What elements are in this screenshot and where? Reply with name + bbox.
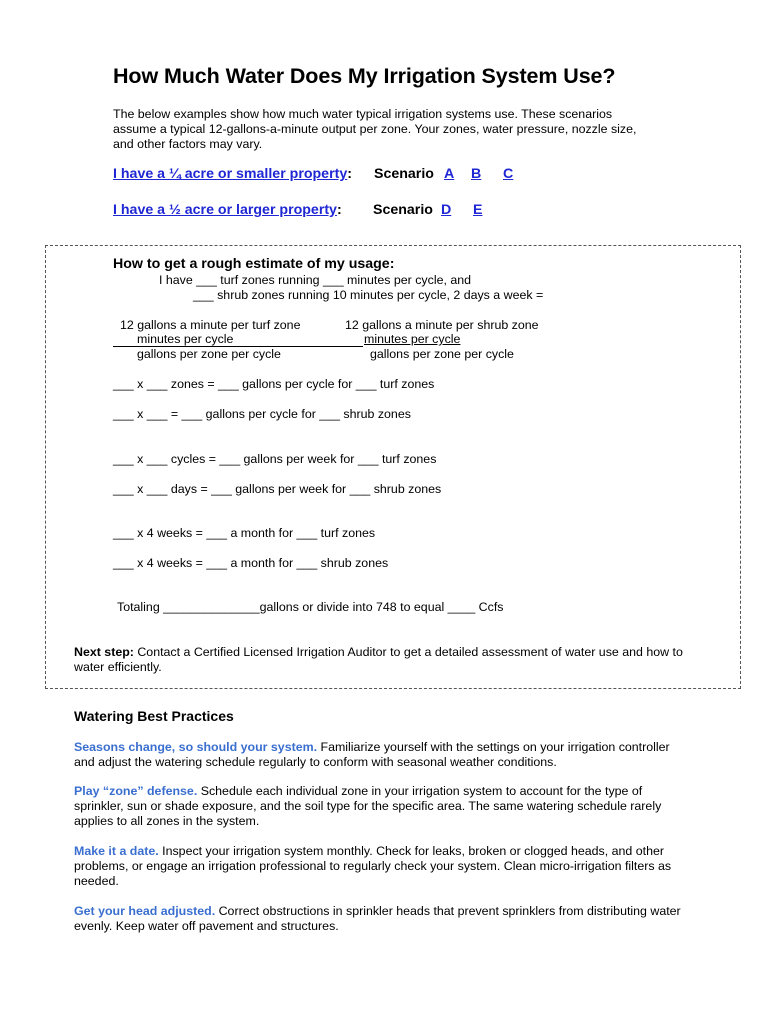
next-step xyxy=(74,645,704,675)
next-step-text-2: water efficiently. xyxy=(74,660,162,674)
shrub-fraction-numerator: 12 gallons a minute per shrub zone xyxy=(345,318,539,332)
scenario-c-link[interactable]: C xyxy=(503,166,514,182)
scenario-d-link[interactable]: D xyxy=(441,202,452,218)
total-line: Totaling ______________gallons or divide into 748 to equal ____ Ccfs xyxy=(117,600,504,614)
equation-turf-month: ___ x 4 weeks = ___ a month for ___ turf zones xyxy=(113,526,376,540)
practice-lead: Make it a date. xyxy=(74,844,159,858)
practice-text: Correct obstructions in sprinkler heads that prevent sprinklers from distributing water xyxy=(215,904,681,918)
turf-fraction-mid: minutes per cycle xyxy=(137,332,234,346)
estimate-box xyxy=(45,245,741,689)
estimate-line-turf: I have ___ turf zones running ___ minutes per cycle, and xyxy=(159,273,472,287)
equation-shrub-cycle: ___ x ___ = ___ gallons per cycle for ___ shrub zones xyxy=(113,407,411,421)
next-step-text: Contact a Certified Licensed Irrigation Auditor to get a detailed assessment of water use and how to xyxy=(133,645,683,659)
large-scenario-label: Scenario xyxy=(373,202,433,218)
turf-fraction-numerator: 12 gallons a minute per turf zone xyxy=(120,318,301,332)
intro-line: The below examples show how much water typical irrigation systems use. These scenarios xyxy=(113,107,613,121)
estimate-line-shrub: ___ shrub zones running 10 minutes per cycle, 2 days a week = xyxy=(193,288,544,302)
next-step-label: Next step: xyxy=(74,645,134,659)
small-property-colon: : xyxy=(347,166,352,182)
scenario-e-link[interactable]: E xyxy=(473,202,483,218)
scenario-a-link[interactable]: A xyxy=(444,166,455,182)
practice-text: problems, or engage an irrigation professional to regularly check your system. Clean micro-irrigation filters as xyxy=(74,859,672,873)
practice-text: evenly. Keep water off pavement and structures. xyxy=(74,919,339,933)
large-property-link[interactable]: I have a ½ acre or larger property xyxy=(113,202,337,218)
shrub-fraction-bottom: gallons per zone per cycle xyxy=(370,347,514,361)
practice-lead: Get your head adjusted. xyxy=(74,904,216,918)
intro-line: assume a typical 12-gallons-a-minute output per zone. Your zones, water pressure, nozzle size, xyxy=(113,122,637,136)
practice-item xyxy=(74,904,704,934)
practice-lead: Seasons change, so should your system. xyxy=(74,740,318,754)
equation-shrub-week: ___ x ___ days = ___ gallons per week for ___ shrub zones xyxy=(113,482,442,496)
small-property-row xyxy=(113,166,352,182)
practices-heading: Watering Best Practices xyxy=(74,708,234,724)
equation-turf-cycle: ___ x ___ zones = ___ gallons per cycle for ___ turf zones xyxy=(113,377,435,391)
equation-turf-week: ___ x ___ cycles = ___ gallons per week for ___ turf zones xyxy=(113,452,437,466)
practice-text: and adjust the watering schedule regularly to conform with seasonal weather conditions. xyxy=(74,755,557,769)
practice-text: applies to all zones in the system. xyxy=(74,814,260,828)
large-property-colon: : xyxy=(336,202,342,218)
practice-text: Familiarize yourself with the settings on your irrigation controller xyxy=(317,740,670,754)
practice-text: sprinkler, sun or shade exposure, and the soil type for the specific area. The same watering schedule rarely xyxy=(74,799,662,813)
practice-text: Schedule each individual zone in your irrigation system to account for the type of xyxy=(197,784,643,798)
intro-paragraph xyxy=(113,107,673,152)
scenario-b-link[interactable]: B xyxy=(471,166,482,182)
small-property-link[interactable]: I have a ¼ acre or smaller property xyxy=(113,166,348,182)
intro-line: and other factors may vary. xyxy=(113,137,263,151)
practice-item xyxy=(74,844,704,889)
shrub-fraction-mid: minutes per cycle xyxy=(364,332,461,346)
practice-item xyxy=(74,784,704,829)
practice-text: Inspect your irrigation system monthly. Check for leaks, broken or clogged heads, and other xyxy=(158,844,664,858)
large-property-row xyxy=(113,202,342,218)
estimate-heading: How to get a rough estimate of my usage: xyxy=(113,256,395,272)
turf-fraction-bottom: gallons per zone per cycle xyxy=(137,347,281,361)
practice-item xyxy=(74,740,704,770)
page-title: How Much Water Does My Irrigation System Use? xyxy=(113,64,616,88)
equation-shrub-month: ___ x 4 weeks = ___ a month for ___ shrub zones xyxy=(113,556,389,570)
small-scenario-label: Scenario xyxy=(374,166,434,182)
practice-text: needed. xyxy=(74,874,119,888)
practice-lead: Play “zone” defense. xyxy=(74,784,198,798)
